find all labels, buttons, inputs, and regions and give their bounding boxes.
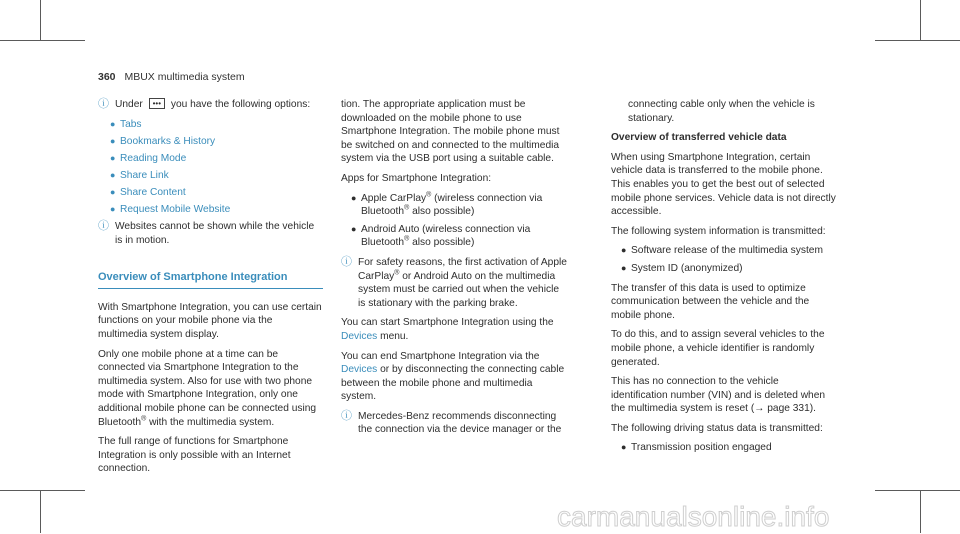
paragraph: With Smartphone Integration, you can use certain functions on your mobile phone via the multimedia system display. bbox=[98, 301, 322, 341]
list-item: ● Transmission position engaged bbox=[621, 442, 772, 454]
bullet-dot-icon: ● bbox=[110, 203, 116, 214]
bullet-dot-icon: ● bbox=[621, 262, 627, 273]
paragraph: tion. The appropriate application must be downloaded on the mobile phone to use Smartphone Integration. The mobile phone must be switched on and connected to the multimedia system via the USB port using a suitable cable. bbox=[341, 99, 560, 165]
watermark-text: carmanualsonline.info bbox=[557, 501, 830, 532]
paragraph: You can end Smartphone Integration via the Devices or by disconnecting the connecting cable between the mobile phone and multimedia system. bbox=[341, 350, 565, 403]
paragraph: The following system information is transmitted: bbox=[611, 225, 826, 237]
section-title: Overview of Smartphone Integration bbox=[98, 271, 323, 289]
info-note-icon: ⓘ bbox=[98, 98, 109, 110]
devices-link[interactable]: Devices bbox=[341, 330, 378, 342]
crop-mark bbox=[0, 490, 85, 491]
note-recommend: ⓘ Mercedes-Benz recommends disconnecting the connection via the device manager or the bbox=[341, 409, 562, 436]
info-note-icon: ⓘ bbox=[98, 220, 109, 233]
list-item[interactable]: ● Request Mobile Website bbox=[110, 203, 231, 215]
info-note-icon: ⓘ bbox=[341, 255, 352, 268]
list-item[interactable]: ● Share Content bbox=[110, 186, 186, 198]
page-header-title: MBUX multimedia system bbox=[124, 71, 245, 83]
paragraph: The transfer of this data is used to optimize communication between the vehicle and the mobile phone. bbox=[611, 282, 810, 321]
crop-mark bbox=[0, 40, 85, 41]
middle-column bbox=[341, 98, 567, 443]
watermark bbox=[557, 500, 957, 534]
bullet-dot-icon: ● bbox=[351, 223, 357, 234]
bullet-dot-icon: ● bbox=[110, 152, 116, 163]
info-note-icon: ⓘ bbox=[341, 409, 352, 422]
note-websites: ⓘ Websites cannot be shown while the vehicle is in motion. bbox=[98, 220, 315, 246]
bullet-dot-icon: ● bbox=[110, 118, 116, 129]
left-column bbox=[98, 98, 323, 482]
driving-data-list bbox=[611, 441, 837, 455]
list-item[interactable]: ● Share Link bbox=[110, 169, 169, 181]
bullet-dot-icon: ● bbox=[110, 135, 116, 146]
crop-mark bbox=[920, 0, 921, 40]
page-number: 360 bbox=[98, 71, 116, 83]
crop-mark bbox=[40, 0, 41, 40]
paragraph: Apps for Smartphone Integration: bbox=[341, 172, 492, 184]
system-info-list bbox=[611, 244, 837, 275]
paragraph: The full range of functions for Smartphone Integration is only possible with an Internet connection. bbox=[98, 436, 291, 475]
list-item: ● Android Auto (wireless connection via Bluetooth® also possible) bbox=[351, 223, 531, 249]
note-safety: ⓘ For safety reasons, the first activation of Apple CarPlay® or Android Auto on the multimedia system must be carried out when the vehicle is stationary with the parking brake. bbox=[341, 255, 567, 309]
list-item[interactable]: ● Reading Mode bbox=[110, 152, 187, 164]
page-header bbox=[98, 71, 245, 83]
bullet-dot-icon: ● bbox=[110, 169, 116, 180]
list-item[interactable]: ● Tabs bbox=[110, 118, 142, 130]
bullet-dot-icon: ● bbox=[110, 186, 116, 197]
right-column bbox=[611, 98, 837, 461]
apps-list bbox=[341, 192, 567, 250]
list-item: ● System ID (anonymized) bbox=[621, 262, 743, 274]
paragraph: Only one mobile phone at a time can be connected via Smartphone Integration to the multimedia system. Also for use with two phone mode with Smartphone Integration, only one additional mobile phone can be connected using Bluetooth® with the multimedia system. bbox=[98, 348, 317, 428]
browser-options-list bbox=[98, 118, 323, 217]
note-under-menu: ⓘ Under ••• you have the following options: bbox=[98, 98, 311, 110]
bullet-dot-icon: ● bbox=[621, 442, 627, 453]
bullet-dot-icon: ● bbox=[351, 192, 357, 203]
paragraph: To do this, and to assign several vehicles to the mobile phone, a vehicle identifier is randomly generated. bbox=[611, 329, 825, 368]
list-item: ● Apple CarPlay® (wireless connection via Bluetooth® also possible) bbox=[351, 191, 543, 218]
crop-mark bbox=[40, 490, 41, 533]
list-item[interactable]: ● Bookmarks & History bbox=[110, 135, 216, 147]
subheading: Overview of transferred vehicle data bbox=[611, 132, 787, 144]
paragraph: You can start Smartphone Integration using the Devices menu. bbox=[341, 317, 554, 342]
paragraph: This has no connection to the vehicle identification number (VIN) and is deleted when the multimedia system is reset (→ page 331). bbox=[611, 376, 826, 415]
ellipsis-menu-icon: ••• bbox=[149, 98, 165, 109]
paragraph: connecting cable only when the vehicle is stationary. bbox=[628, 99, 815, 124]
list-item: ● Software release of the multimedia system bbox=[621, 245, 823, 257]
paragraph: The following driving status data is transmitted: bbox=[611, 422, 823, 434]
crop-mark bbox=[875, 490, 960, 491]
bullet-dot-icon: ● bbox=[621, 245, 627, 256]
devices-link[interactable]: Devices bbox=[341, 364, 378, 376]
crop-mark bbox=[875, 40, 960, 41]
paragraph: When using Smartphone Integration, certain vehicle data is transferred to the mobile phone. This enables you to get the best out of selected mobile phone services. Vehicle data is not directly accessible. bbox=[611, 151, 836, 218]
